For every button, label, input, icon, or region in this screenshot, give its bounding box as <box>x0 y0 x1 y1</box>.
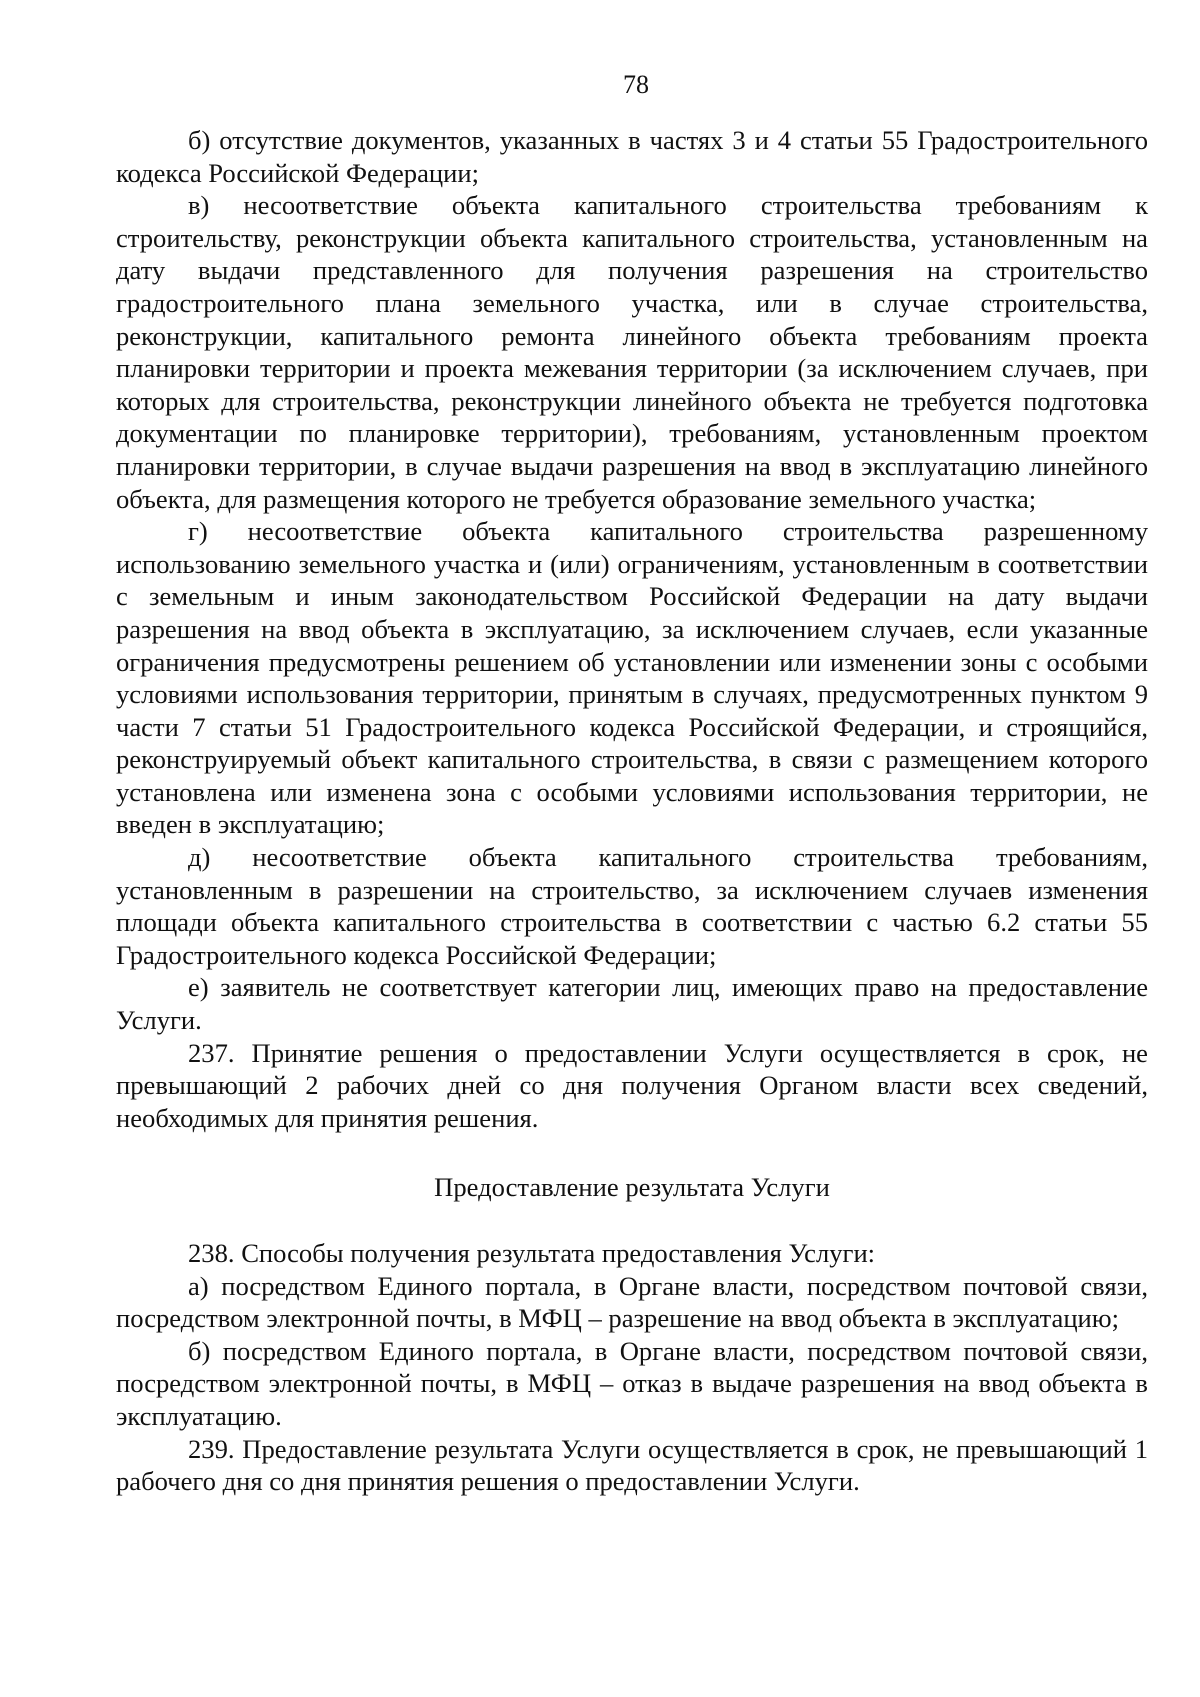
paragraph-item-e-applicant-category: е) заявитель не соответствует категории лиц, имеющих право на предоставление Услуги. <box>116 972 1148 1036</box>
document-body <box>116 124 1148 1498</box>
section-heading: Предоставление результата Услуги <box>434 1172 830 1203</box>
page-number: 78 <box>623 70 649 99</box>
paragraph-237-decision-term: 237. Принятие решения о предоставлении Услуги осуществляется в срок, не превышающий 2 рабочих дней со дня получения Органом власти всех сведений, необходимых для принятия решения. <box>116 1037 1148 1133</box>
paragraph-238-a-permit-delivery: а) посредством Единого портала, в Органе власти, посредством почтовой связи, посредством электронной почты, в МФЦ – разрешение на ввод объекта в эксплуатацию; <box>116 1270 1148 1334</box>
paragraph-item-b-missing-documents: б) отсутствие документов, указанных в частях 3 и 4 статьи 55 Градостроительного кодекса Российской Федерации; <box>116 125 1148 188</box>
paragraph-item-v-nonconformity-requirements: в) несоответствие объекта капитального строительства требованиям к строительству, реконструкции объекта капитального строительства, установленным на дату выдачи представленного для получения разрешения на строительство градостроительного плана земельного участка, или в случае строительства, реконструкции, капитального ремонта линейного объекта требованиям проекта планировки территории и проекта межевания территории (за исключением случаев, при которых для строительства, реконструкции линейного объекта не требуется подготовка документации по планировке территории), требованиям, установленным проектом планировки территории, в случае выдачи разрешения на ввод в эксплуатацию линейного объекта, для размещения которого не требуется образование земельного участка; <box>116 190 1148 514</box>
paragraph-item-d-nonconformity-permit: д) несоответствие объекта капитального строительства требованиям, установленным в разрешении на строительство, за исключением случаев изменения площади объекта капитального строительства в соответствии с частью 6.2 статьи 55 Градостроительного кодекса Российской Федерации; <box>116 842 1148 970</box>
paragraph-239-result-term: 239. Предоставление результата Услуги осуществляется в срок, не превышающий 1 рабочего дня со дня принятия решения о предоставлении Услуги. <box>116 1433 1148 1497</box>
paragraph-238-b-refusal-delivery: б) посредством Единого портала, в Органе власти, посредством почтовой связи, посредством электронной почты, в МФЦ – отказ в выдаче разрешения на ввод объекта в эксплуатацию. <box>116 1335 1148 1431</box>
paragraph-item-g-nonconformity-land-use: г) несоответствие объекта капитального строительства разрешенному использованию земельного участка и (или) ограничениям, установленным в соответствии с земельным и иным законодательством Российской Федерации на дату выдачи разрешения на ввод объекта в эксплуатацию, за исключением случаев, если указанные ограничения предусмотрены решением об установлении или изменении зоны с особыми условиями использования территории, принятым в случаях, предусмотренных пунктом 9 части 7 статьи 51 Градостроительного кодекса Российской Федерации, и строящийся, реконструируемый объект капитального строительства, в связи с размещением которого установлена или изменена зона с особыми условиями использования территории, не введен в эксплуатацию; <box>116 516 1148 840</box>
paragraph-238-methods: 238. Способы получения результата предоставления Услуги: <box>188 1238 876 1268</box>
